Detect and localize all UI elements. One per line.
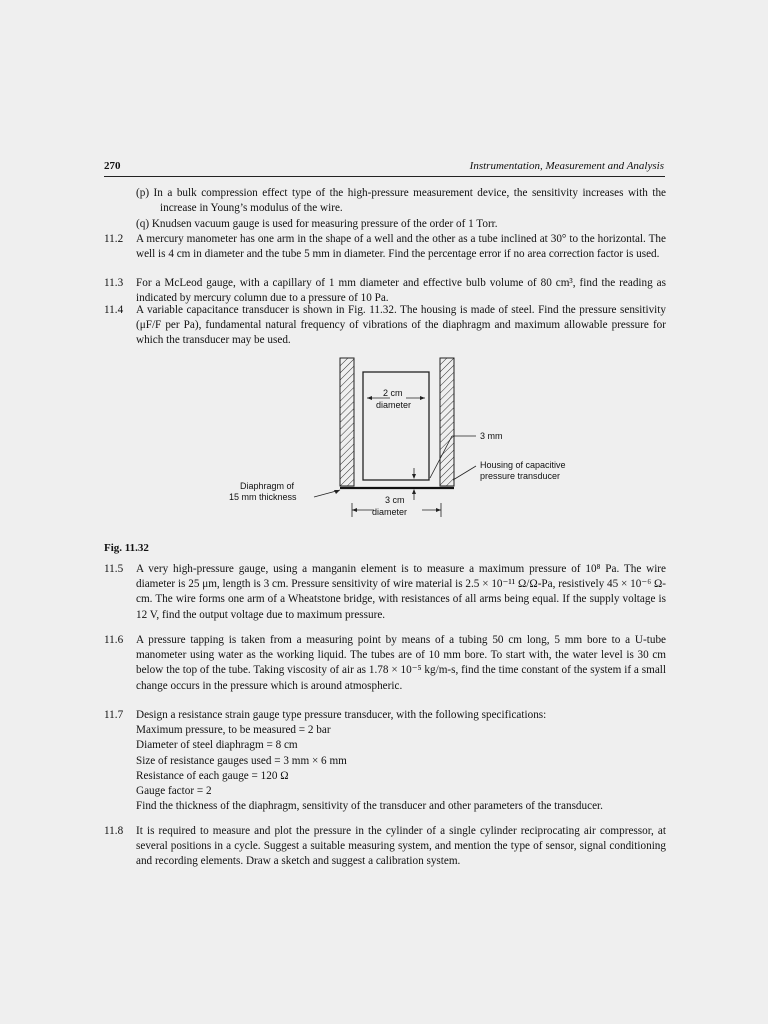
problem-number: 11.6 [104, 634, 124, 646]
label-gap: 3 mm [480, 431, 503, 441]
label-housing-1: Housing of capacitive [480, 460, 566, 470]
page-number: 270 [104, 160, 121, 172]
spec-line: Maximum pressure, to be measured = 2 bar [136, 724, 331, 737]
label-diaphragm-1: Diaphragm of [240, 481, 295, 491]
problem-11-8 [104, 824, 666, 870]
figure-11-32 [200, 350, 600, 525]
problem-text: For a McLeod gauge, with a capillary of 1 mm diameter and effective bulb volume of 80 cm³, find the reading as indicated by mercury column due to a pressure of 10 Pa. [136, 277, 666, 305]
arrow-head [436, 508, 441, 512]
problem-text: A very high-pressure gauge, using a manganin element is to measure a maximum pressure of 10⁸ Pa. The wire diameter is 25 μm, length is 3 cm. Pressure sensitivity of wire material is 2.5 × 10⁻¹¹ Ω/Ω-Pa, resistively 45 × 10⁻⁶ Ω-cm. The wire forms one arm of a Wheatstone bridge, with resistances of all arms being equal. If the supply voltage is 12 V, find the output voltage due to maximum pressure. [136, 563, 666, 621]
label-diaphragm-2: 15 mm thickness [229, 492, 297, 502]
right-housing-wall [440, 358, 454, 486]
spec-line: Size of resistance gauges used = 3 mm × 6 mm [136, 754, 347, 767]
item-label: (q) [136, 218, 150, 230]
spec-line: Resistance of each gauge = 120 Ω [136, 769, 289, 782]
left-housing-wall [340, 358, 354, 486]
problem-number: 11.2 [104, 233, 124, 245]
figure-caption: Fig. 11.32 [104, 542, 149, 554]
problem-text: A mercury manometer has one arm in the shape of a well and the other as a tube inclined at 30° to the horizontal. The well is 4 cm in diameter and the tube 5 mm in diameter. Find the percentage error if no area correction factor is used. [136, 233, 666, 261]
label-housing-2: pressure transducer [480, 471, 561, 481]
problem-number: 11.4 [104, 304, 124, 316]
problem-text: It is required to measure and plot the pressure in the cylinder of a single cylinder reciprocating air compressor, at several positions in a cycle. Suggest a suitable measuring system, and mention the type of sensor, signal conditioning and recording elements. Draw a sketch and suggest a calibration system. [136, 825, 666, 868]
running-header [104, 160, 664, 174]
label-inner-dim-2: diameter [376, 400, 412, 410]
arrow-head [352, 508, 357, 512]
item-text: In a bulk compression effect type of the high-pressure measurement device, the sensitivity increases with the increase in Young’s modulus of the wire. [153, 187, 666, 215]
problem-11-5 [104, 562, 666, 623]
arrow-head [412, 474, 416, 479]
spec-line: Diameter of steel diaphragm = 8 cm [136, 739, 298, 752]
header-rule [104, 176, 665, 177]
problem-11-2 [104, 232, 666, 262]
problem-11-3 [104, 276, 666, 306]
item-label: (p) [136, 187, 150, 199]
item-p [104, 186, 666, 216]
housing-leader [453, 466, 476, 480]
arrow-head [334, 490, 340, 494]
item-text: Knudsen vacuum gauge is used for measuring pressure of the order of 1 Torr. [151, 218, 498, 230]
spec-line: Gauge factor = 2 [136, 785, 212, 798]
problem-text: Design a resistance strain gauge type pressure transducer, with the following specifications: [136, 709, 547, 721]
problem-number: 11.5 [104, 563, 124, 575]
problem-number: 11.3 [104, 277, 124, 289]
label-outer-dim-2: diameter [372, 507, 408, 517]
problem-11-7 [104, 708, 666, 814]
arrow-head [420, 396, 425, 400]
running-title: Instrumentation, Measurement and Analysis [469, 160, 664, 172]
label-outer-dim: 3 cm [385, 495, 405, 505]
problem-text: A variable capacitance transducer is shown in Fig. 11.32. The housing is made of steel. Find the pressure sensitivity (μF/F per Pa), fundamental natural frequency of vibrations of the diaphragm and maximum allowable pressure for which the transducer may be used. [136, 304, 666, 347]
item-q [104, 217, 666, 232]
problem-number: 11.8 [104, 825, 124, 837]
problem-tail: Find the thickness of the diaphragm, sensitivity of the transducer and other parameters of the transducer. [136, 800, 603, 813]
problem-text: A pressure tapping is taken from a measuring point by means of a tubing 50 cm long, 5 mm bore to a U-tube manometer using water as the working liquid. The tubes are of 10 mm bore. To start with, the water level is 30 cm below the top of the tube. Taking viscosity of air as 1.78 × 10⁻⁵ kg/m-s, find the time constant of the system if a small change occurs in the pressure which is around atmospheric. [136, 634, 666, 692]
problem-11-4 [104, 303, 666, 349]
problem-11-6 [104, 633, 666, 694]
arrow-head [367, 396, 372, 400]
label-inner-dim: 2 cm [383, 388, 403, 398]
arrow-head [412, 489, 416, 494]
problem-number: 11.7 [104, 709, 124, 721]
